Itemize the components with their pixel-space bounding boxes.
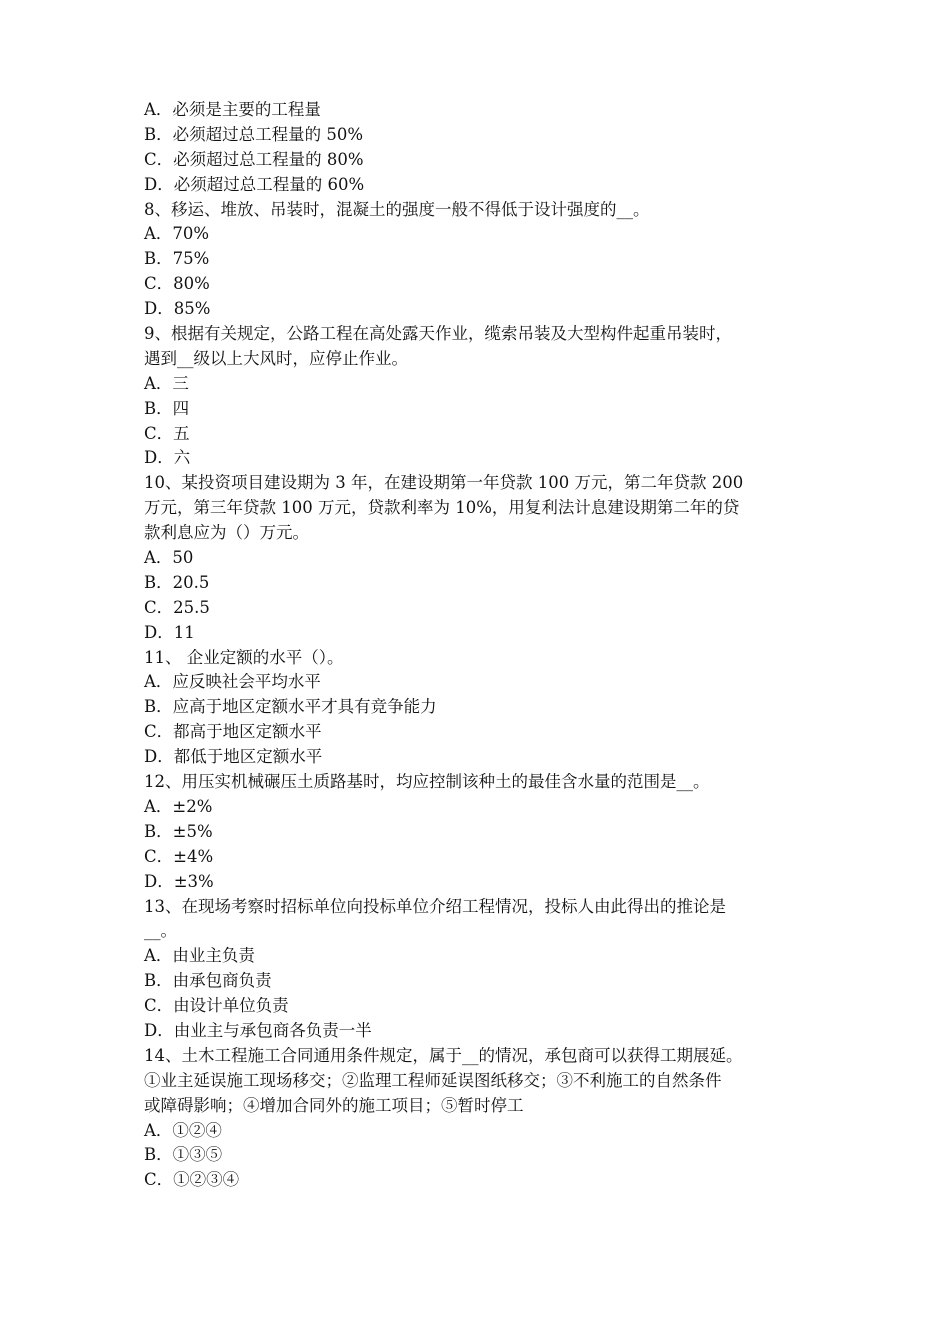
option-line: A．应反映社会平均水平 (144, 672, 321, 692)
option-line: C．必须超过总工程量的 80% (144, 149, 364, 169)
option-line: A．70% (144, 224, 210, 244)
question-line: __。 (144, 921, 177, 941)
option-line: B．①③⑤ (144, 1145, 223, 1165)
option-line: D．±3% (144, 871, 214, 891)
option-line: C．80% (144, 274, 210, 294)
question-line: 12、用压实机械碾压土质路基时，均应控制该种土的最佳含水量的范围是__。 (144, 772, 710, 792)
question-line: 11、 企业定额的水平（）。 (144, 647, 344, 667)
option-line: B．由承包商负责 (144, 971, 272, 991)
option-line: D．85% (144, 299, 211, 319)
option-line: D．11 (144, 622, 195, 642)
option-line: D．由业主与承包商各负责一半 (144, 1020, 372, 1040)
option-line: A．50 (144, 548, 194, 568)
question-line: ①业主延误施工现场移交；②监理工程师延误图纸移交；③不利施工的自然条件 (144, 1070, 722, 1090)
option-line: C．25.5 (144, 597, 210, 617)
question-line: 款利息应为（）万元。 (144, 523, 309, 543)
question-line: 万元，第三年贷款 100 万元，贷款利率为 10%，用复利法计息建设期第二年的贷 (144, 498, 740, 518)
question-line: 8、移运、堆放、吊装时，混凝土的强度一般不得低于设计强度的__。 (144, 199, 650, 219)
option-line: B．±5% (144, 821, 213, 841)
option-line: A．±2% (144, 796, 213, 816)
question-line: 13、在现场考察时招标单位向投标单位介绍工程情况，投标人由此得出的推论是 (144, 896, 726, 916)
option-line: A．由业主负责 (144, 946, 255, 966)
document-page (144, 98, 816, 1193)
option-line: B．四 (144, 398, 190, 418)
option-line: C．①②③④ (144, 1170, 240, 1190)
option-line: D．六 (144, 448, 191, 468)
option-line: A．三 (144, 373, 189, 393)
question-line: 14、土木工程施工合同通用条件规定，属于__的情况，承包商可以获得工期展延。 (144, 1045, 743, 1065)
option-line: D．都低于地区定额水平 (144, 747, 323, 767)
option-line: D．必须超过总工程量的 60% (144, 174, 365, 194)
option-line: B．20.5 (144, 572, 210, 592)
option-line: C．都高于地区定额水平 (144, 722, 322, 742)
option-line: A．必须是主要的工程量 (144, 100, 321, 119)
question-line: 9、根据有关规定，公路工程在高处露天作业，缆索吊装及大型构件起重吊装时， (144, 324, 732, 344)
question-line: 遇到__级以上大风时，应停止作业。 (144, 348, 408, 368)
option-line: A．①②④ (144, 1120, 222, 1140)
question-line: 或障碍影响；④增加合同外的施工项目；⑤暂时停工 (144, 1095, 524, 1115)
option-line: C．五 (144, 423, 190, 443)
option-line: C．由设计单位负责 (144, 996, 289, 1016)
option-line: B．必须超过总工程量的 50% (144, 124, 364, 144)
option-line: B．75% (144, 249, 210, 269)
option-line: B．应高于地区定额水平才具有竞争能力 (144, 697, 437, 717)
question-line: 10、某投资项目建设期为 3 年，在建设期第一年贷款 100 万元，第二年贷款 200 (144, 473, 744, 493)
option-line: C．±4% (144, 846, 214, 866)
